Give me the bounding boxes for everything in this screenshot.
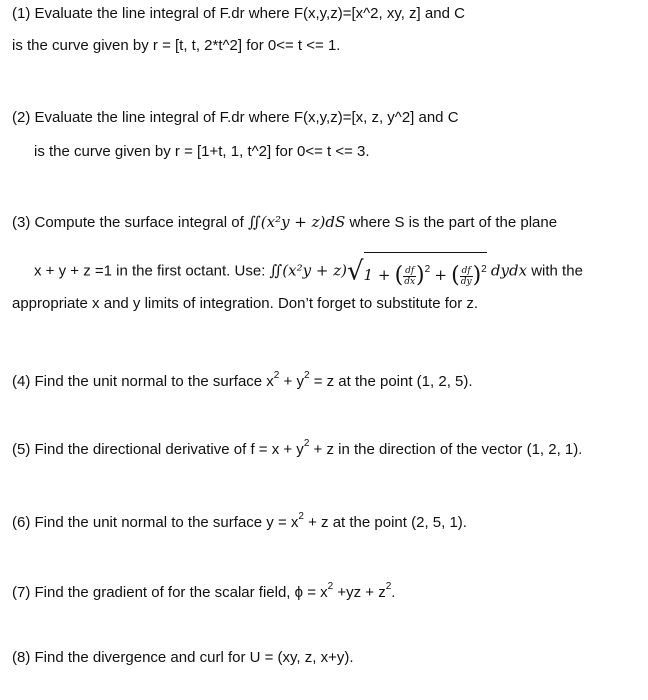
q4-pre: (4) Find the unit normal to the surface x bbox=[12, 373, 274, 390]
paren-open-icon: ( bbox=[451, 263, 460, 289]
exp: 2 bbox=[481, 264, 487, 275]
q1-line2: is the curve given by r = [t, t, 2*t^2] for 0<= t <= 1. bbox=[12, 37, 341, 54]
q6-exp: 2 bbox=[298, 511, 304, 522]
q3-frac-dfdx bbox=[403, 266, 416, 287]
q6-post: + z at the point (2, 5, 1). bbox=[303, 514, 467, 531]
q4-line bbox=[12, 366, 473, 392]
q3-line1-tail: where S is the part of the plane bbox=[349, 214, 558, 231]
q7-line bbox=[12, 577, 395, 603]
q8-line: (8) Find the divergence and curl for U = (xy, z, x+y). bbox=[12, 649, 354, 666]
q3-line2-tail: with the bbox=[531, 262, 583, 280]
q5-line bbox=[12, 434, 582, 460]
q7-pre: (7) Find the gradient of for the scalar field, ϕ = x bbox=[12, 584, 328, 601]
q5-pre: (5) Find the directional derivative of f = x + y bbox=[12, 441, 304, 458]
q7-exp-z: 2 bbox=[385, 581, 392, 592]
q3-line3: appropriate x and y limits of integration. Don’t forget to substitute for z. bbox=[12, 295, 479, 312]
q3-dydx: dydx bbox=[490, 261, 528, 280]
q2-line1: (2) Evaluate the line integral of F.dr where F(x,y,z)=[x, z, y^2] and C bbox=[12, 109, 459, 126]
q5-exp: 2 bbox=[303, 438, 310, 449]
q3-one-plus: 1 + bbox=[363, 266, 391, 284]
q3-line1 bbox=[12, 212, 557, 233]
q6-pre: (6) Find the unit normal to the surface y = x bbox=[12, 514, 299, 531]
exp: 2 bbox=[424, 264, 431, 275]
q7-exp-x: 2 bbox=[327, 581, 334, 592]
q4-mid: + y bbox=[279, 373, 304, 390]
q2-line2: is the curve given by r = [1+t, 1, t^2] for 0<= t <= 3. bbox=[34, 143, 370, 160]
q3-sqrt bbox=[347, 252, 487, 291]
paren-close-icon: ) bbox=[416, 263, 425, 289]
paren-open-icon: ( bbox=[394, 263, 404, 289]
q4-exp-x: 2 bbox=[273, 370, 280, 381]
frac-num: df bbox=[405, 265, 415, 276]
q6-line bbox=[12, 507, 467, 533]
frac-num: df bbox=[461, 265, 471, 276]
q3-line1-text: (3) Compute the surface integral of bbox=[12, 214, 244, 231]
q3-radicand bbox=[364, 252, 487, 291]
q3-plus: + bbox=[434, 266, 447, 284]
q1-line1: (1) Evaluate the line integral of F.dr where F(x,y,z)=[x^2, xy, z] and C bbox=[12, 5, 465, 22]
q3-line2 bbox=[34, 252, 583, 291]
sqrt-icon: √ bbox=[346, 256, 364, 287]
q3-integrand: ∬(x²y + z) bbox=[269, 261, 347, 280]
q4-exp-y: 2 bbox=[303, 370, 310, 381]
frac-den: dx bbox=[404, 276, 416, 287]
q4-post: = z at the point (1, 2, 5). bbox=[309, 373, 473, 390]
q3-frac-dfdy bbox=[460, 266, 473, 287]
q7-mid: +yz + z bbox=[333, 584, 386, 601]
q3-surface-integral: ∬(x²y + z)dS bbox=[247, 213, 346, 231]
q7-post: . bbox=[391, 584, 396, 601]
q5-post: + z in the direction of the vector (1, 2, 1). bbox=[309, 441, 583, 458]
frac-den: dy bbox=[460, 276, 472, 287]
paren-close-icon: ) bbox=[472, 263, 482, 289]
q3-line2-text: x + y + z =1 in the first octant. Use: bbox=[34, 262, 266, 280]
